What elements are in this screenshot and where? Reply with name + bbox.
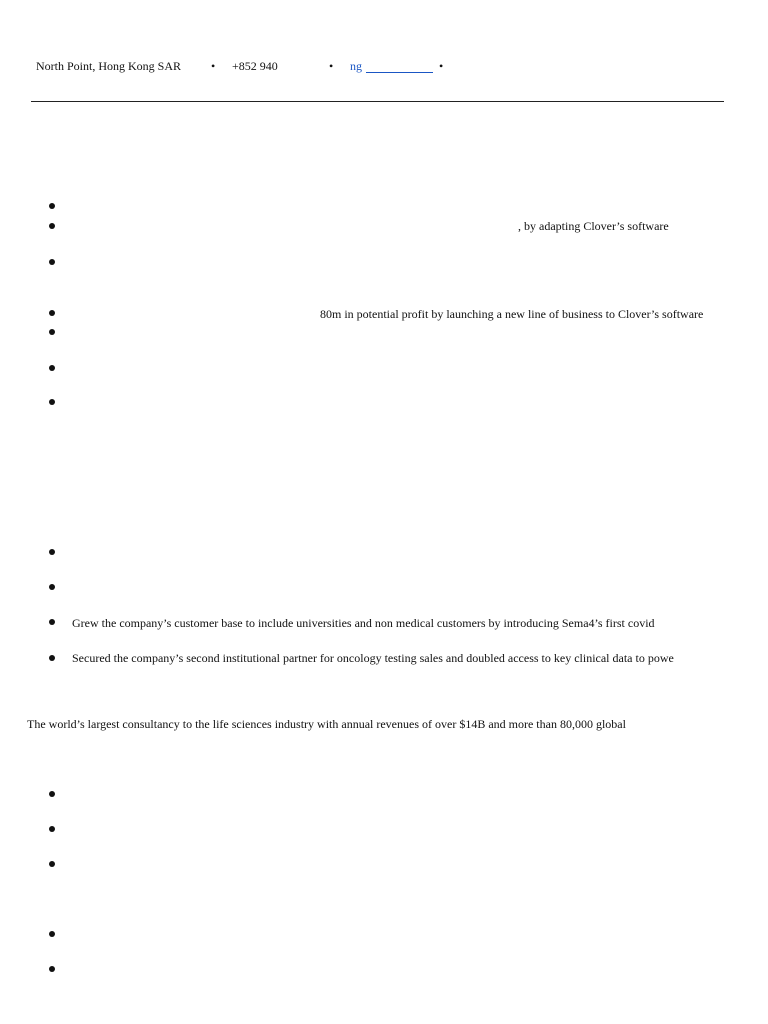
bullet-icon (49, 655, 55, 661)
bullet-icon (49, 584, 55, 590)
bullet-icon (49, 259, 55, 265)
contact-location: North Point, Hong Kong SAR (36, 59, 182, 73)
bullet-icon (49, 399, 55, 405)
header-divider (31, 101, 724, 102)
email-link-underline[interactable] (366, 72, 433, 73)
bullet-icon (49, 223, 55, 229)
bullet-icon (49, 619, 55, 625)
section2-bullet3-text: Grew the company’s customer base to include universities and non medical customers by introducing Sema4’s first covid (72, 616, 655, 630)
bullet-icon (49, 791, 55, 797)
section1-bullet4-text: 80m in potential profit by launching a new line of business to Clover’s software (320, 307, 704, 321)
bullet-icon (49, 310, 55, 316)
company-description: The world’s largest consultancy to the life sciences industry with annual revenues of over $14B and more than 80,000 global (27, 717, 626, 731)
contact-phone: +852 940 (232, 59, 278, 73)
bullet-icon (49, 931, 55, 937)
bullet-icon (49, 966, 55, 972)
bullet-icon (49, 329, 55, 335)
contact-email-link[interactable]: ng (350, 59, 362, 73)
bullet-icon (49, 365, 55, 371)
bullet-icon (49, 203, 55, 209)
bullet-icon (49, 549, 55, 555)
contact-separator: • (329, 59, 334, 73)
bullet-icon (49, 861, 55, 867)
section2-bullet4-text: Secured the company’s second institutional partner for oncology testing sales and doubled access to key clinical data to powe (72, 651, 674, 665)
bullet-icon (49, 826, 55, 832)
contact-separator: • (439, 59, 444, 73)
section1-bullet2-text: , by adapting Clover’s software (518, 219, 669, 233)
contact-separator: • (211, 59, 216, 73)
